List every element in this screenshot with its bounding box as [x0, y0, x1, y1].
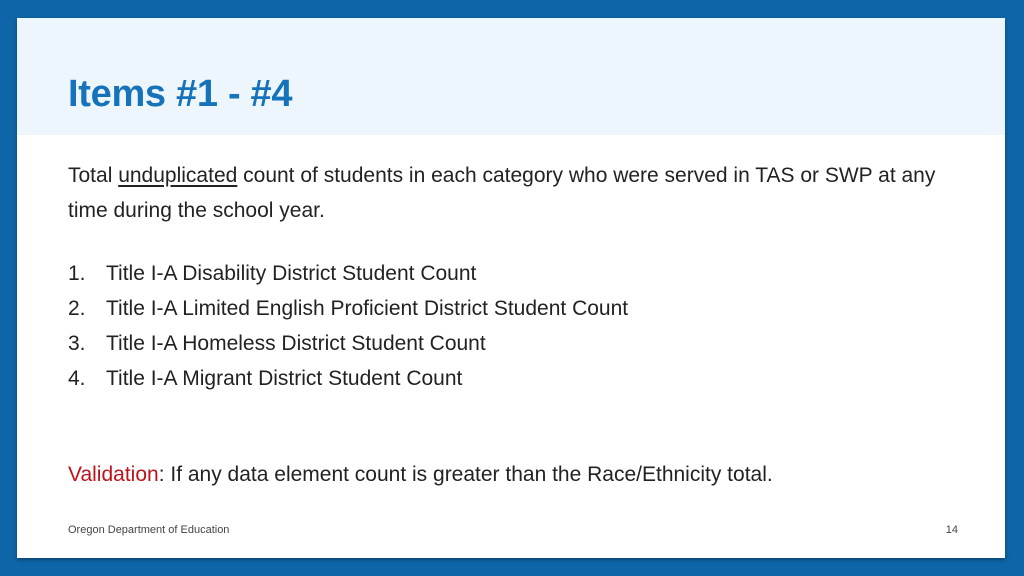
- item-text: Title I-A Homeless District Student Count: [106, 332, 486, 355]
- intro-text-end: count of students in each category who were served in TAS or SWP at any time during the school year.: [68, 164, 936, 222]
- validation-note: [68, 457, 773, 492]
- footer-organization: Oregon Department of Education: [68, 524, 230, 536]
- list-item: [68, 291, 628, 326]
- list-item: [68, 256, 628, 291]
- validation-text: : If any data element count is greater than the Race/Ethnicity total.: [158, 463, 773, 486]
- slide: [17, 18, 1005, 558]
- slide-title: Items #1 - #4: [68, 73, 293, 115]
- validation-label: Validation: [68, 463, 159, 486]
- item-text: Title I-A Migrant District Student Count: [106, 367, 463, 390]
- intro-paragraph: [68, 158, 968, 228]
- list-item: [68, 361, 628, 396]
- item-number: 3.: [68, 332, 86, 355]
- page-number: 14: [945, 524, 958, 536]
- item-list: [68, 256, 628, 396]
- intro-underlined-word: unduplicated: [118, 164, 238, 187]
- intro-text-start: Total: [68, 164, 119, 187]
- item-number: 1.: [68, 262, 86, 285]
- list-item: [68, 326, 628, 361]
- item-text: Title I-A Limited English Proficient District Student Count: [106, 297, 629, 320]
- item-text: Title I-A Disability District Student Count: [106, 262, 477, 285]
- item-number: 4.: [68, 367, 86, 390]
- item-number: 2.: [68, 297, 86, 320]
